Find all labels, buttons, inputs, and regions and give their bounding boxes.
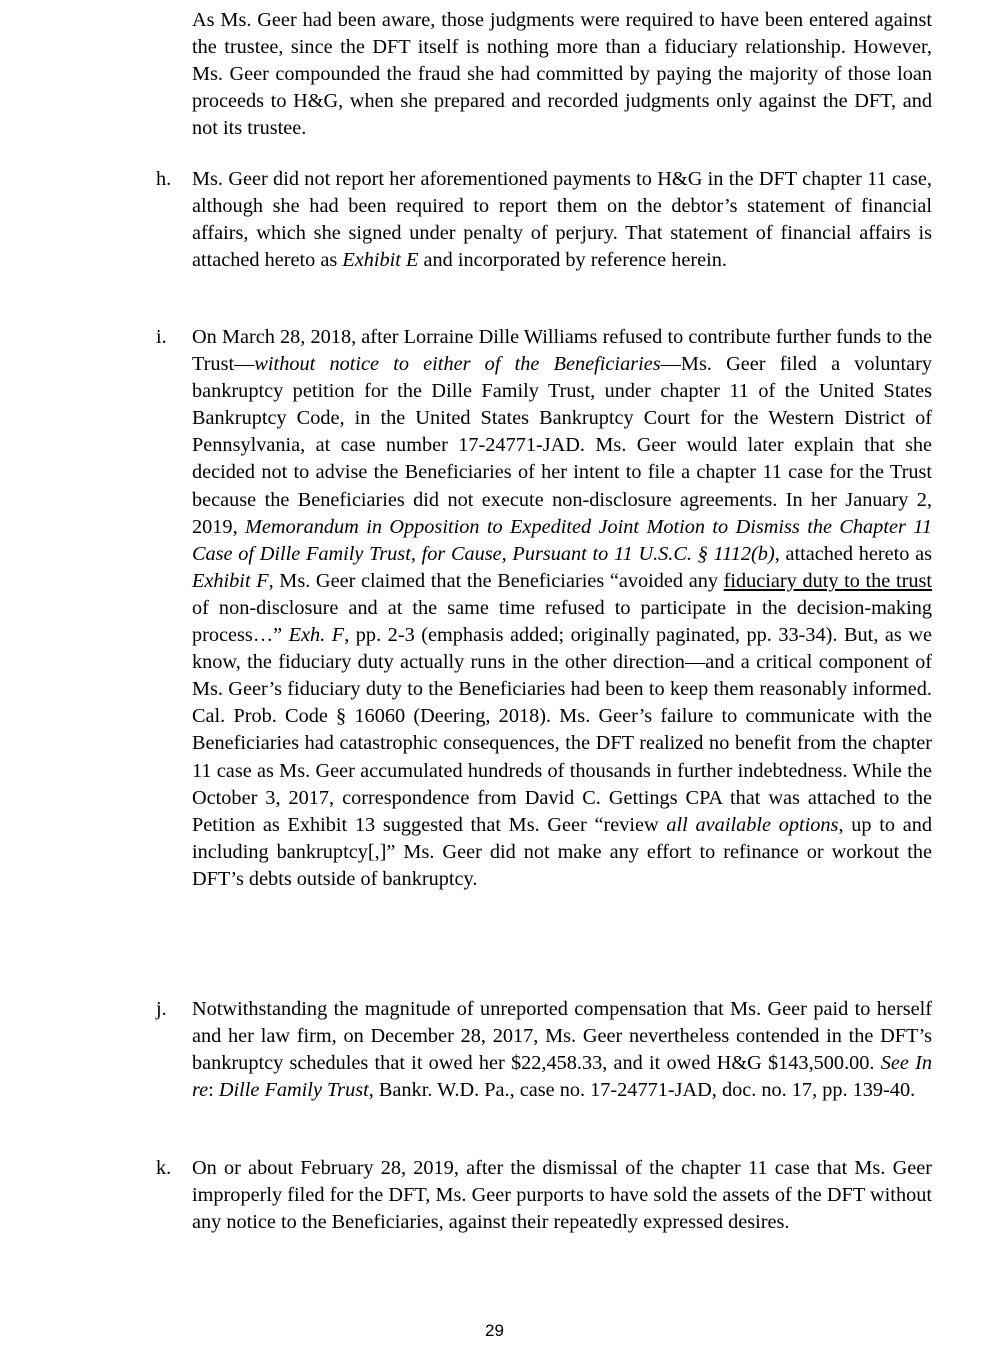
list-marker-i: i. xyxy=(156,326,167,348)
paragraph-k: On or about February 28, 2019, after the dismissal of the chapter 11 case that Ms. Geer improperly filed for the DFT, Ms. Geer purports to have sold the assets of the DFT without any notice to the Beneficiaries, against their repeatedly expressed desires. xyxy=(192,1157,932,1234)
paragraph-j: Notwithstanding the magnitude of unreported compensation that Ms. Geer paid to herself and her law firm, on December 28, 2017, Ms. Geer nevertheless contended in the DFT’s bankruptcy schedules that it owed her $22,458.33, and it owed H&G $143,500.00. See In re: Dille Family Trust, Bankr. W.D. Pa., case no. 17-24771-JAD, doc. no. 17, pp. 139-40. xyxy=(192,998,932,1102)
list-marker-j: j. xyxy=(156,998,167,1020)
exhibit-f-reference: Exhibit F xyxy=(192,569,269,592)
paragraph-h: Ms. Geer did not report her aforementioned payments to H&G in the DFT chapter 11 case, although she had been required to report them on the debtor’s statement of financial affairs, which she signed under penalty of perjury. That statement of financial affairs is attached hereto as Exhibit E and incorporated by reference herein. xyxy=(192,168,932,272)
paragraph-i: On March 28, 2018, after Lorraine Dille Williams refused to contribute further funds to the Trust—without notice to either of the Beneficiaries—Ms. Geer filed a voluntary bankruptcy petition for the Dille Family Trust, under chapter 11 of the United States Bankruptcy Code, in the United States Bankruptcy Court for the Western District of Pennsylvania, at case number 17-24771-JAD. Ms. Geer would later explain that she decided not to advise the Beneficiaries of her intent to file a chapter 11 case for the Trust because the Beneficiaries did not execute non-disclosure agreements. In her January 2, 2019, Memorandum in Opposition to Expedited Joint Motion to Dismiss the Chapter 11 Case of Dille Family Trust, for Cause, Pursuant to 11 U.S.C. § 1112(b), attached hereto as Exhibit F, Ms. Geer claimed that the Beneficiaries “avoided any fiduciary duty to the trust of non-disclosure and at the same time refused to participate in the decision-making process…” Exh. F, pp. 2-3 (emphasis added; originally paginated, pp. 33-34). But, as we know, the fiduciary duty actually runs in the other direction—and a critical component of Ms. Geer’s fiduciary duty to the Beneficiaries had been to keep them reasonably informed. Cal. Prob. Code § 16060 (Deering, 2018). Ms. Geer’s failure to communicate with the Beneficiaries had catastrophic consequences, the DFT realized no benefit from the chapter 11 case as Ms. Geer accumulated hundreds of thousands in further indebtedness. While the October 3, 2017, correspondence from David C. Gettings CPA that was attached to the Petition as Exhibit 13 suggested that Ms. Geer “review all available options, up to and including bankruptcy[,]” Ms. Geer did not make any effort to refinance or workout the DFT’s debts outside of bankruptcy. xyxy=(192,326,933,890)
page-number: 29 xyxy=(485,1321,504,1340)
paragraph-continued xyxy=(192,7,932,142)
underlined-phrase: fiduciary duty to the trust xyxy=(723,569,933,592)
list-marker-h: h. xyxy=(156,168,172,190)
paragraph-text: As Ms. Geer had been aware, those judgments were required to have been entered against the trustee, since the DFT itself is nothing more than a fiduciary relationship. However, Ms. Geer compounded the fraud she had committed by paying the majority of those loan proceeds to H&G, when she prepared and recorded judgments only against the DFT, and not its trustee. xyxy=(192,9,932,140)
exhibit-e-reference: Exhibit E xyxy=(342,249,419,272)
list-marker-k: k. xyxy=(156,1157,172,1179)
memorandum-title: Memorandum in Opposition to Expedited Joint Motion to Dismiss the Chapter 11 Case of Dille Family Trust, for Cause, Pursuant to 11 U.S.C. § 1112(b) xyxy=(192,515,933,565)
case-name: Dille Family Trust xyxy=(218,1079,369,1102)
